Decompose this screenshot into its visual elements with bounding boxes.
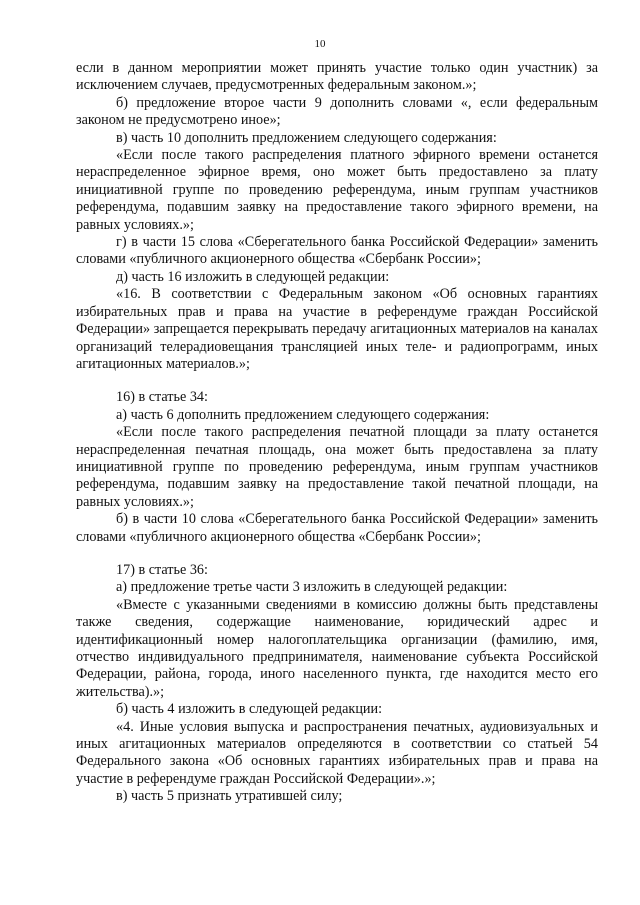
paragraph: д) часть 16 изложить в следующей редакции: (116, 268, 390, 285)
document-body (76, 60, 598, 806)
paragraph: «Если после такого распределения платного эфирного времени останется нераспределенное эфирное время, оно может быть предоставлено за плату инициативной группе по проведению референдума, иным группам участников референдума, подавшим заявку на предоставление такого эфирного времени, на равных условиях.»; (76, 147, 598, 233)
paragraph: б) часть 4 изложить в следующей редакции: (116, 701, 383, 718)
paragraph-gap (76, 546, 598, 562)
paragraph: в) часть 5 признать утратившей силу; (116, 788, 343, 805)
paragraph: а) часть 6 дополнить предложением следующего содержания: (116, 406, 490, 423)
page-number: 10 (314, 38, 326, 50)
paragraph: б) предложение второе части 9 дополнить словами «, если федеральным законом не предусмотрено иное»; (76, 94, 598, 129)
paragraph: «Если после такого распределения печатной площади за плату останется нераспределенная печатная площадь, она может быть предоставлена за плату инициативной группе по проведению референдума, иным группам участников референдума, подавшим заявку на предоставление такой печатной площади, на равных условиях.»; (76, 424, 598, 510)
paragraph: б) в части 10 слова «Сберегательного банка Российской Федерации» заменить словами «публичного акционерного общества «Сбербанк России»; (76, 511, 598, 545)
paragraph: а) предложение третье части 3 изложить в следующей редакции: (116, 579, 508, 596)
paragraph-gap (76, 373, 598, 389)
paragraph: 16) в статье 34: (116, 389, 208, 406)
paragraph: «Вместе с указанными сведениями в комиссию должны быть представлены также сведения, содержащие наименование, юридический адрес и идентификационный номер налогоплательщика организации (фамилию, имя, отчество индивидуального предпринимателя, наименование субъекта Российской Федерации, района, города, иного населенного пункта, где находится место его жительства).»; (76, 596, 598, 700)
paragraph: «4. Иные условия выпуска и распространения печатных, аудиовизуальных и иных агитационных материалов определяются в соответствии со статьей 54 Федерального закона «Об основных гарантиях избирательных прав и права на участие в референдуме граждан Российской Федерации».»; (76, 718, 598, 787)
paragraph: в) часть 10 дополнить предложением следующего содержания: (116, 129, 497, 146)
paragraph: если в данном мероприятии может принять участие только один участник) за исключением случаев, предусмотренных федеральным законом.»; (76, 60, 598, 94)
paragraph: 17) в статье 36: (116, 561, 208, 578)
paragraph: «16. В соответствии с Федеральным законом «Об основных гарантиях избирательных прав и права на участие в референдуме граждан Российской Федерации» запрещается перекрывать передачу агитационных материалов на каналах организаций телерадиовещания трансляцией иных теле- и радиопрограмм, иных агитационных материалов.»; (76, 286, 598, 372)
paragraph: г) в части 15 слова «Сберегательного банка Российской Федерации» заменить словами «публичного акционерного общества «Сбербанк России»; (76, 234, 598, 268)
